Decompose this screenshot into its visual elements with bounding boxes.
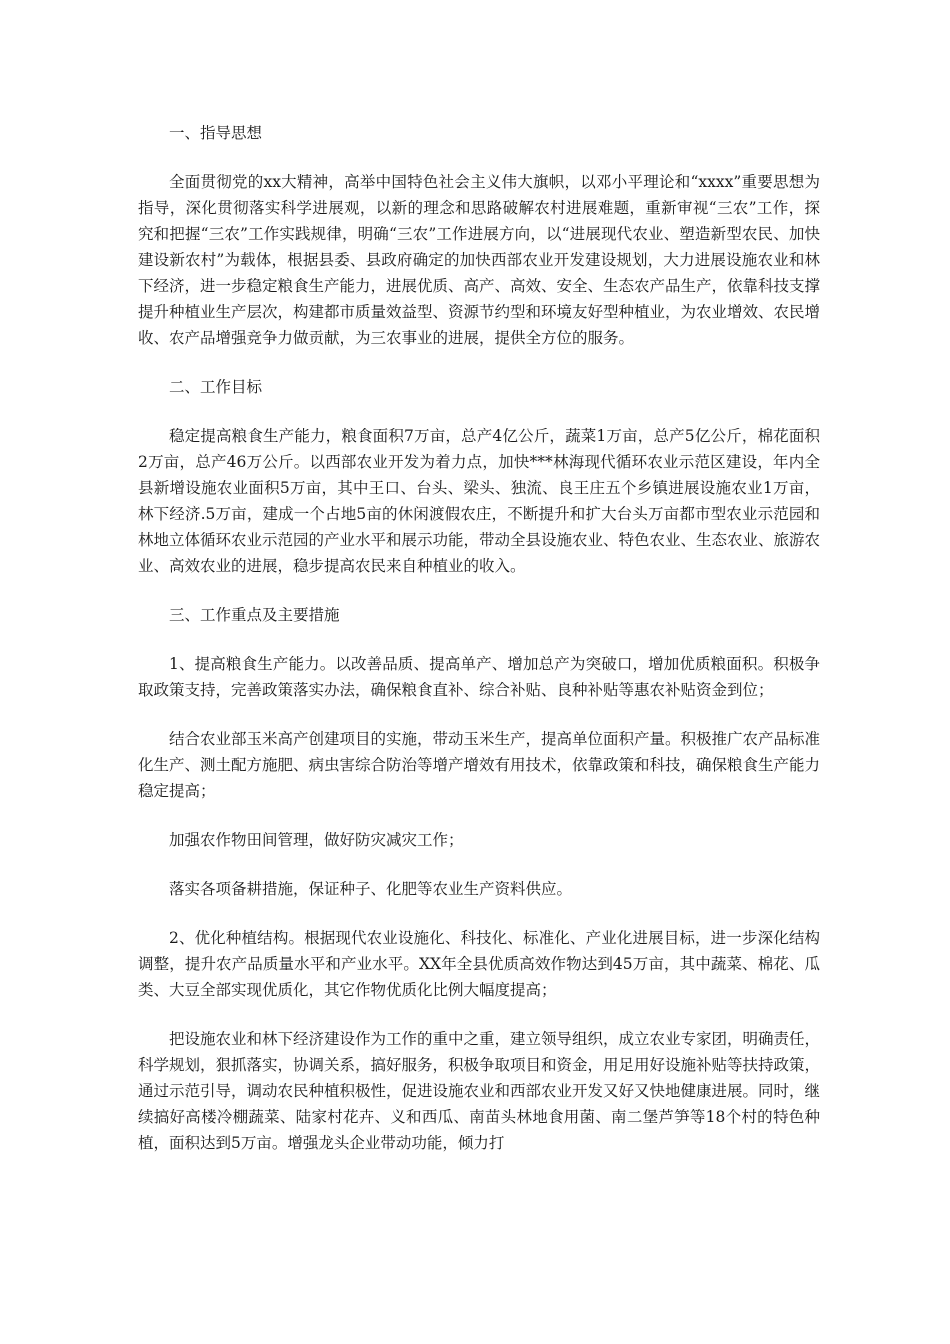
paragraph-spring-supplies: 落实各项备耕措施，保证种子、化肥等农业生产资料供应。 xyxy=(169,880,573,898)
paragraph-facility-agriculture: 把设施农业和林下经济建设作为工作的重中之重，建立领导组织，成立农业专家团，明确责任，科学规划，狠抓落实，协调关系，搞好服务，积极争取项目和资金，用足用好设施补贴等扶持政策，通过示范引导，调动农民种植积极性，促进设施农业和西部农业开发又好又快地健康进展。同时，继续搞好高楼冷棚蔬菜、陆家村花卉、义和西瓜、南苗头林地食用菌、南二堡芦笋等18个村的特色种植，面积达到5万亩。增强龙头企业带动功能，倾力打 xyxy=(138,1030,821,1152)
paragraph-grain-capacity: 1、提高粮食生产能力。以改善品质、提高单产、增加总产为突破口，增加优质粮面积。积极争取政策支持，完善政策落实办法，确保粮食直补、综合补贴、良种补贴等惠农补贴资金到位； xyxy=(138,655,820,699)
section-heading-key-measures: 三、工作重点及主要措施 xyxy=(169,606,340,624)
paragraph-guiding-ideology: 全面贯彻党的xx大精神，高举中国特色社会主义伟大旗帜，以邓小平理论和“xxxx”重要思想为指导，深化贯彻落实科学进展观，以新的理念和思路破解农村进展难题，重新审视“三农”工作，探究和把握“三农”工作实践规律，明确“三农”工作进展方向，以“进展现代农业、塑造新型农民、加快建设新农村”为载体，根据县委、县政府确定的加快西部农业开发建设规划，大力进展设施农业和林下经济，进一步稳定粮食生产能力，进展优质、高产、高效、安全、生态农产品生产，依靠科技支撑提升种植业生产层次，构建都市质量效益型、资源节约型和环境友好型种植业，为农业增效、农民增收、农产品增强竞争力做贡献，为三农事业的进展，提供全方位的服务。 xyxy=(138,173,821,347)
paragraph-work-goals: 稳定提高粮食生产能力，粮食面积7万亩，总产4亿公斤，蔬菜1万亩，总产5亿公斤，棉花面积2万亩，总产46万公斤。以西部农业开发为着力点，加快***林海现代循环农业示范区建设，年内全县新增设施农业面积5万亩，其中王口、台头、梁头、独流、良王庄五个乡镇进展设施农业1万亩，林下经济.5万亩，建成一个占地5亩的休闲渡假农庄，不断提升和扩大台头万亩都市型农业示范园和林地立体循环农业示范园的产业水平和展示功能，带动全县设施农业、特色农业、生态农业、旅游农业、高效农业的进展，稳步提高农民来自种植业的收入。 xyxy=(138,427,821,575)
paragraph-corn-project: 结合农业部玉米高产创建项目的实施，带动玉米生产，提高单位面积产量。积极推广农产品标准化生产、测土配方施肥、病虫害综合防治等增产增效有用技术，依靠政策和科技，确保粮食生产能力稳定提高； xyxy=(138,730,821,800)
paragraph-planting-structure: 2、优化种植结构。根据现代农业设施化、科技化、标准化、产业化进展目标，进一步深化结构调整，提升农产品质量水平和产业水平。XX年全县优质高效作物达到45万亩，其中蔬菜、棉花、瓜类、大豆全部实现优质化，其它作物优质化比例大幅度提高； xyxy=(138,929,820,999)
section-heading-work-goals: 二、工作目标 xyxy=(169,378,263,396)
document-body xyxy=(138,120,820,1179)
section-heading-guiding-ideology: 一、指导思想 xyxy=(169,124,263,142)
paragraph-field-management: 加强农作物田间管理，做好防灾减灾工作； xyxy=(169,831,464,849)
